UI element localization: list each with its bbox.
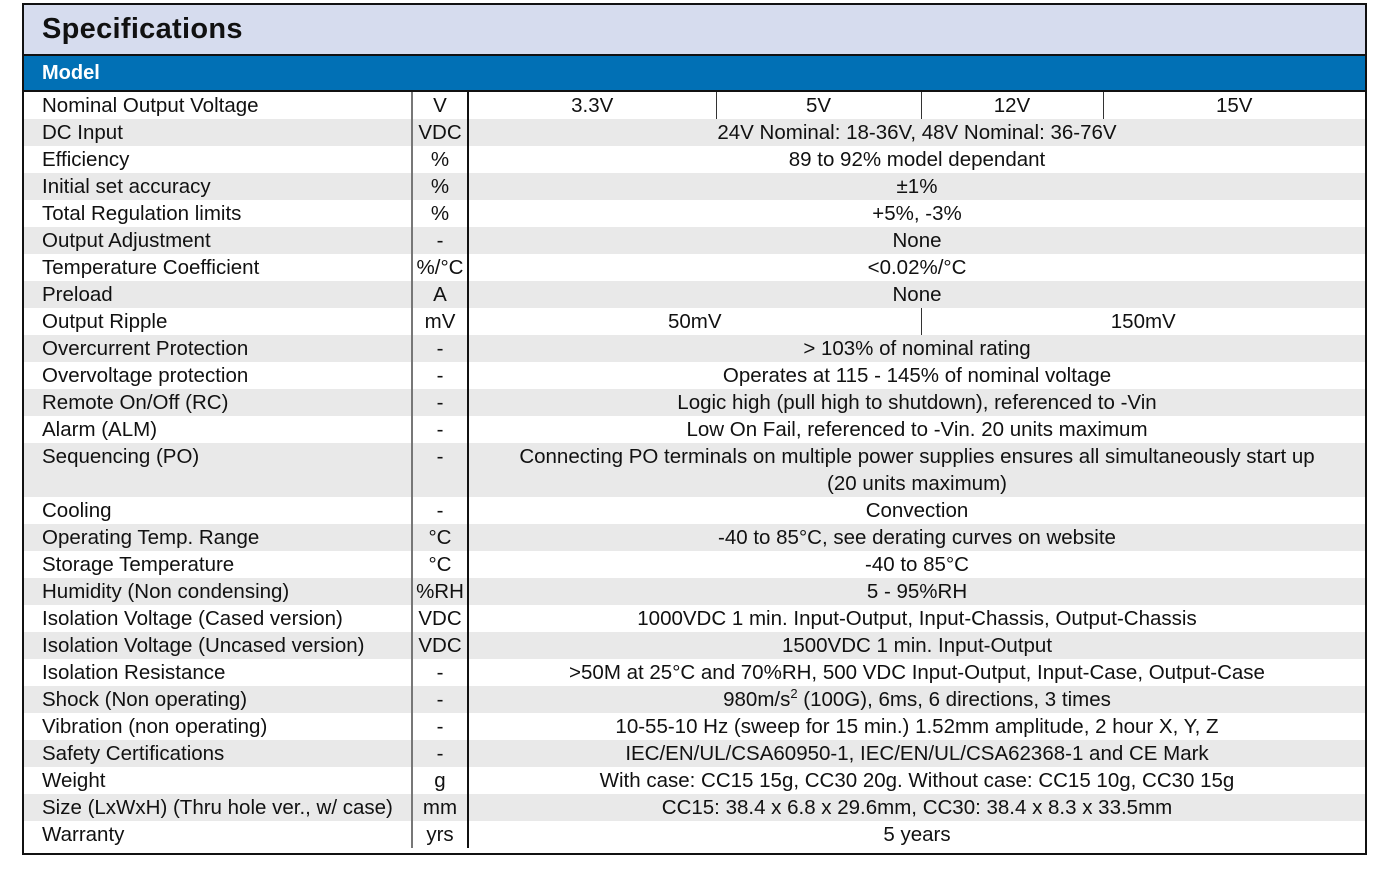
- row-unit: -: [412, 713, 468, 740]
- table-row: [24, 686, 1365, 713]
- row-value: Logic high (pull high to shutdown), referenced to -Vin: [468, 389, 1365, 416]
- table-row: [24, 605, 1365, 632]
- row-label: Output Adjustment: [24, 227, 412, 254]
- row-unit: VDC: [412, 632, 468, 659]
- row-value: -40 to 85°C: [865, 553, 969, 576]
- row-unit: -: [412, 362, 468, 389]
- row-label: DC Input: [24, 119, 412, 146]
- row-value: 5 - 95%RH: [468, 578, 1365, 605]
- row-unit: A: [412, 281, 468, 308]
- row-label: Isolation Voltage (Uncased version): [24, 632, 412, 659]
- row-label: Size (LxWxH) (Thru hole ver., w/ case): [24, 794, 412, 821]
- row-label: Shock (Non operating): [24, 686, 412, 713]
- row-unit: V: [412, 92, 468, 119]
- table-row: [24, 389, 1365, 416]
- row-label: Isolation Resistance: [24, 659, 412, 686]
- row-unit: mV: [412, 308, 468, 335]
- table-row: [24, 551, 1365, 578]
- value-5v: 5V: [716, 92, 921, 119]
- row-label: Cooling: [24, 497, 412, 524]
- table-row: [24, 281, 1365, 308]
- row-value: >50M at 25°C and 70%RH, 500 VDC Input-Output, Input-Case, Output-Case: [569, 661, 1265, 684]
- row-label: Humidity (Non condensing): [24, 578, 412, 605]
- table-row: [24, 740, 1365, 767]
- value-12v: 12V: [921, 92, 1103, 119]
- row-label: Efficiency: [24, 146, 412, 173]
- table-row: [24, 92, 1365, 119]
- row-value: None: [468, 227, 1365, 254]
- row-unit: %: [412, 146, 468, 173]
- row-label: Temperature Coefficient: [24, 254, 412, 281]
- specifications-table: [22, 3, 1367, 855]
- table-row: [24, 443, 1365, 497]
- row-value: Low On Fail, referenced to -Vin. 20 units maximum: [686, 418, 1148, 441]
- row-label: Storage Temperature: [24, 551, 412, 578]
- table-row: [24, 416, 1365, 443]
- row-unit: -: [412, 335, 468, 362]
- table-row: [24, 578, 1365, 605]
- row-label: Output Ripple: [24, 308, 412, 335]
- row-unit: yrs: [412, 821, 468, 848]
- ripple-low: 50mV: [468, 308, 921, 335]
- row-label: Overcurrent Protection: [24, 335, 412, 362]
- table-row: [24, 146, 1365, 173]
- row-value: 10-55-10 Hz (sweep for 15 min.) 1.52mm amplitude, 2 hour X, Y, Z: [615, 715, 1219, 738]
- model-label: Model: [42, 61, 100, 84]
- table-row: [24, 362, 1365, 389]
- row-value: -40 to 85°C, see derating curves on website: [468, 524, 1365, 551]
- row-value: Connecting PO terminals on multiple power supplies ensures all simultaneously start up (20 units maximum): [468, 443, 1365, 497]
- table-row: [24, 659, 1365, 686]
- table-row: [24, 794, 1365, 821]
- row-value: 1000VDC 1 min. Input-Output, Input-Chassis, Output-Chassis: [637, 607, 1197, 630]
- row-unit: -: [412, 416, 468, 443]
- row-label: Safety Certifications: [24, 740, 412, 767]
- spec-grid: [24, 92, 1365, 848]
- row-value: <0.02%/°C: [867, 256, 967, 279]
- row-unit: VDC: [412, 119, 468, 146]
- row-label: Preload: [24, 281, 412, 308]
- row-value: With case: CC15 15g, CC30 20g. Without case: CC15 10g, CC30 15g: [599, 769, 1235, 792]
- table-row: [24, 713, 1365, 740]
- row-value: Operates at 115 - 145% of nominal voltage: [722, 364, 1112, 387]
- ripple-high: 150mV: [1110, 310, 1176, 333]
- row-unit: %RH: [412, 578, 468, 605]
- page-title: Specifications: [42, 13, 243, 45]
- model-header: [24, 56, 1365, 92]
- row-value: CC15: 38.4 x 6.8 x 29.6mm, CC30: 38.4 x 8.3 x 33.5mm: [468, 794, 1365, 821]
- shock-value-post: (100G), 6ms, 6 directions, 3 times: [797, 688, 1111, 711]
- row-label: Weight: [24, 767, 412, 794]
- table-row: [24, 335, 1365, 362]
- row-value: 89 to 92% model dependant: [788, 148, 1046, 171]
- row-value: [468, 686, 1365, 713]
- row-label: Total Regulation limits: [24, 200, 412, 227]
- row-unit: -: [412, 389, 468, 416]
- table-row: [24, 632, 1365, 659]
- row-label: Sequencing (PO): [24, 443, 412, 497]
- row-unit: -: [412, 227, 468, 254]
- table-row: [24, 524, 1365, 551]
- row-value: > 103% of nominal rating: [468, 335, 1365, 362]
- row-unit: -: [412, 497, 468, 524]
- row-unit: -: [412, 443, 468, 497]
- row-label: Nominal Output Voltage: [24, 92, 412, 119]
- row-unit: VDC: [412, 605, 468, 632]
- table-row: [24, 821, 1365, 848]
- row-unit: °C: [412, 551, 468, 578]
- row-value: +5%, -3%: [872, 202, 962, 225]
- row-value: IEC/EN/UL/CSA60950-1, IEC/EN/UL/CSA62368-1 and CE Mark: [468, 740, 1365, 767]
- row-label: Vibration (non operating): [24, 713, 412, 740]
- row-unit: %: [412, 200, 468, 227]
- row-value: Convection: [865, 499, 969, 522]
- value-3v3: 3.3V: [468, 92, 716, 119]
- row-label: Overvoltage protection: [24, 362, 412, 389]
- table-row: [24, 254, 1365, 281]
- row-unit: -: [412, 659, 468, 686]
- shock-value-pre: 980m/s: [723, 688, 791, 711]
- row-unit: g: [412, 767, 468, 794]
- table-row: [24, 173, 1365, 200]
- row-unit: -: [412, 740, 468, 767]
- row-label: Initial set accuracy: [24, 173, 412, 200]
- row-label: Operating Temp. Range: [24, 524, 412, 551]
- row-unit: °C: [412, 524, 468, 551]
- table-row: [24, 767, 1365, 794]
- row-value: 24V Nominal: 18-36V, 48V Nominal: 36-76V: [468, 119, 1365, 146]
- table-row: [24, 119, 1365, 146]
- row-value: 5 years: [883, 823, 951, 846]
- row-label: Warranty: [24, 821, 412, 848]
- row-label: Alarm (ALM): [24, 416, 412, 443]
- table-row: [24, 497, 1365, 524]
- title-bar: [24, 5, 1365, 56]
- row-unit: %: [412, 173, 468, 200]
- value-15v: 15V: [1216, 94, 1253, 117]
- row-unit: %/°C: [412, 254, 468, 281]
- table-row: [24, 200, 1365, 227]
- row-label: Remote On/Off (RC): [24, 389, 412, 416]
- row-label: Isolation Voltage (Cased version): [24, 605, 412, 632]
- table-row: [24, 227, 1365, 254]
- row-value: 1500VDC 1 min. Input-Output: [468, 632, 1365, 659]
- shock-value-sup: 2: [790, 686, 798, 702]
- row-value: None: [468, 281, 1365, 308]
- table-row: [24, 308, 1365, 335]
- row-unit: -: [412, 686, 468, 713]
- row-value: ±1%: [468, 173, 1365, 200]
- row-unit: mm: [412, 794, 468, 821]
